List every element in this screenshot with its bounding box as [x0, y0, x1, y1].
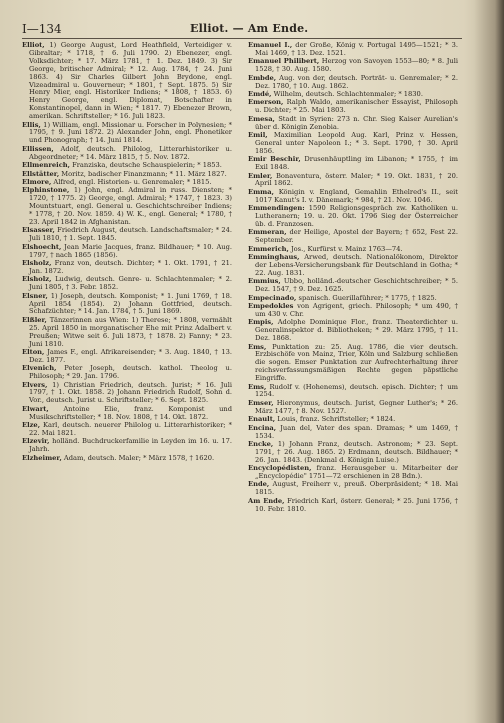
- entry-text: 1) Johann Franz, deutsch. Astronom; * 23. Sept. 1791, † 26. Aug. 1865. 2) Erdmann, deutsch. Bildhauer; * 26. Jan. 1843. (Denkmal d. Königin Luise.): [255, 439, 458, 464]
- entry-text: Jos., Kurfürst v. Mainz 1763—74.: [288, 244, 403, 253]
- entry-headword: Emdé,: [248, 89, 272, 98]
- entry-headword: Emmius,: [248, 277, 281, 286]
- entry-text: Drusenhäuptling im Libanon; * 1755, † im Exil 1848.: [255, 155, 458, 172]
- dictionary-entry: [248, 254, 458, 278]
- dictionary-entry: [22, 276, 232, 292]
- dictionary-entry: [248, 132, 458, 156]
- right-column: [248, 42, 458, 702]
- dictionary-entry: [248, 58, 458, 74]
- dictionary-entry: [248, 42, 458, 58]
- dictionary-entry: [248, 99, 458, 115]
- entry-headword: Emil,: [248, 130, 268, 139]
- dictionary-entry: [248, 400, 458, 416]
- entry-text: 1) Christian Friedrich, deutsch. Jurist; * 16. Juli 1797, † 1. Okt. 1858. 2) Johann Friedrich Rudolf, Sohn d. Vor., deutsch. Jurist u. Schriftsteller; * 6. Sept. 1825.: [29, 380, 232, 405]
- entry-headword: Elton,: [22, 347, 45, 356]
- entry-headword: Elsasser,: [22, 226, 55, 235]
- entry-text: Herzog von Savoyen 1553—80; * 8. Juli 1528, † 30. Aug. 1580.: [255, 57, 458, 74]
- entry-headword: Empedokles: [248, 302, 294, 310]
- dictionary-entry: [248, 189, 458, 205]
- entry-text: spanisch. Guerillaführer; * 1775, † 1825.: [296, 293, 437, 302]
- entry-text: Adolf, deutsch. Philolog, Litterarhistoriker u. Abgeordneter; * 14. März 1815, † 5. Nov. 1872.: [29, 144, 232, 161]
- dictionary-entry: [248, 173, 458, 189]
- dictionary-entry: [22, 406, 232, 422]
- entry-text: 1) John, engl. Admiral in russ. Diensten; * 1720, † 1775. 2) George, engl. Admiral; * 1747, † 1823. 3) Mountstuart, engl. General u. Geschichtschreiber Indiens; * 1778, † 20. Nov. 1859. 4) W. K., engl. General; * 1780, † 23. April 1842 in Afghanistan.: [29, 186, 232, 226]
- dictionary-entry: [22, 42, 232, 121]
- entry-headword: Emir Beschir,: [248, 155, 301, 164]
- dictionary-entry: [248, 205, 458, 229]
- header-rule: [22, 38, 462, 39]
- entry-headword: Emanuel Philibert,: [248, 57, 320, 66]
- entry-headword: Ellmenreich,: [22, 161, 70, 170]
- entry-headword: Ellissen,: [22, 144, 54, 153]
- entry-headword: Elßler,: [22, 315, 47, 324]
- entry-headword: Emler,: [248, 171, 273, 180]
- entry-headword: Elphinstone,: [22, 186, 70, 195]
- dictionary-entry: [22, 146, 232, 162]
- left-column: [22, 42, 232, 702]
- entry-headword: Elwart,: [22, 404, 49, 413]
- entry-text: Adam, deutsch. Maler; * März 1578, † 1620.: [61, 453, 215, 462]
- dictionary-entry: [22, 122, 232, 146]
- entry-text: 1590 Religionsgespräch zw. Katholiken u. Lutheranern; 19. u. 20. Okt. 1796 Sieg der Österreicher üb. d. Franzosen.: [255, 204, 458, 228]
- dictionary-entry: [248, 465, 458, 481]
- entry-text: Stadt in Syrien: 273 n. Chr. Sieg Kaiser Aurelian's über d. Königin Zenobia.: [255, 114, 458, 131]
- text-columns: [22, 42, 462, 702]
- entry-text: Rudolf v. (Hohenems), deutsch. episch. Dichter; † um 1254.: [255, 382, 458, 399]
- entry-headword: Elshoecht,: [22, 242, 62, 251]
- entry-text: Antoine Elie, franz. Komponist und Musikschriftsteller; * 18. Nov. 1808, † 14. Okt. 1872.: [29, 404, 232, 421]
- entry-text: der Heilige, Apostel der Bayern; † 652, Fest 22. September.: [255, 228, 458, 245]
- dictionary-entry: [248, 384, 458, 400]
- entry-text: Jean Marie Jacques, franz. Bildhauer; * 10. Aug. 1797, † nach 1865 (1856).: [29, 242, 232, 259]
- entry-headword: Encina,: [248, 423, 277, 432]
- entry-text: Hieronymus, deutsch. Jurist, Gegner Luther's; * 26. März 1477, † 8. Nov. 1527.: [255, 398, 458, 415]
- dictionary-entry: [22, 244, 232, 260]
- entry-text: Alfred, engl. Historien- u. Genremaler; * 1815.: [51, 177, 212, 186]
- entry-headword: Elsner,: [22, 291, 48, 300]
- page-edge-shadow: [474, 0, 504, 723]
- dictionary-entry: [22, 293, 232, 317]
- dictionary-entry: [248, 441, 458, 465]
- entry-headword: Embde,: [248, 73, 277, 82]
- entry-headword: Emesa,: [248, 114, 275, 123]
- running-title: Elliot. — Am Ende.: [190, 22, 309, 35]
- entry-headword: Ems,: [248, 382, 267, 391]
- entry-headword: Emminghaus,: [248, 253, 300, 262]
- dictionary-entry: [22, 349, 232, 365]
- entry-text: Adolphe Dominique Flor., franz. Theaterdichter u. Generalinspektor d. Bibliotheken; * 29. März 1795, † 11. Dez. 1868.: [255, 318, 458, 343]
- entry-headword: Empis,: [248, 318, 274, 327]
- dictionary-entry: [22, 227, 232, 243]
- entry-text: 1) George August, Lord Heathfield, Verteidiger v. Gibraltar; * 1718, † 6. Juli 1790. 2) Ebenezer, engl. Volksdichter; * 17. März 1781, † 1. Dez. 1849. 3) Sir George, britischer Admiral; * 12. Aug. 1784, † 24. Juni 1863. 4) Sir Charles Gilbert John Brydone, engl. Vizeadmiral u. Gouverneur; * 1801, † Sept. 1875. 5) Sir Henry Mier, engl. Historiker Indiens; * 1808, † 1853. 6) Henry George, engl. Diplomat, Botschafter in Konstantinopel, dann in Wien; * 1817. 7) Ebenezer Brown, amerikan. Schriftsteller; * 16. Juli 1823.: [29, 42, 232, 121]
- dictionary-entry: [248, 116, 458, 132]
- entry-text: Franziska, deutsche Schauspielerin; * 1853.: [69, 161, 222, 170]
- entry-headword: Elliot,: [22, 42, 45, 49]
- entry-text: Friedrich August, deutsch. Landschaftsmaler; * 24. Juli 1810, † 1. Sept. 1845.: [29, 226, 232, 243]
- entry-text: Punktation zu: 25. Aug. 1786, die vier deutsch. Erzbischöfe von Mainz, Trier, Köln und Salzburg schließen die sogen. Emser Punktation zur Aufrechterhaltung ihrer reichsverfassungsmäßigen Rechte gegen päpstliche Eingriffe.: [255, 342, 458, 383]
- page-number: I—134: [22, 22, 62, 36]
- entry-headword: Emmerich,: [248, 244, 289, 253]
- dictionary-entry: [248, 75, 458, 91]
- entry-text: holländ. Buchdruckerfamilie in Leyden im 16. u. 17. Jahrh.: [29, 437, 232, 454]
- entry-headword: Emanuel I.,: [248, 42, 293, 49]
- entry-text: Karl, deutsch. neuerer Philolog u. Litterarhistoriker; * 22. Mai 1821.: [29, 421, 232, 437]
- entry-headword: Elvers,: [22, 380, 48, 389]
- dictionary-entry: [22, 317, 232, 349]
- entry-headword: Ellis,: [22, 120, 41, 129]
- entry-text: Tänzerinnen aus Wien: 1) Therese; * 1808, vermählt 25. April 1850 in morganatischer Ehe mit Prinz Adalbert v. Preußen; Witwe seit 6. Juli 1873, † 1878. 2) Fanny; * 23. Juni 1810.: [29, 315, 232, 348]
- entry-headword: Enault,: [248, 415, 276, 424]
- entry-text: Aug. von der, deutsch. Porträt- u. Genremaler; * 2. Dez. 1780, † 10. Aug. 1862.: [255, 73, 458, 90]
- entry-text: franz. Herausgeber u. Mitarbeiter der „Encyclopédie" 1751—72 erschienen in 28 Bdn.).: [255, 464, 458, 481]
- entry-headword: Emerson,: [248, 98, 284, 107]
- dictionary-entry: [248, 319, 458, 343]
- entry-headword: Emma,: [248, 187, 274, 196]
- entry-headword: Elvenich,: [22, 364, 57, 373]
- dictionary-entry: [22, 365, 232, 381]
- dictionary-entry: [248, 156, 458, 172]
- entry-headword: Elmore,: [22, 177, 52, 186]
- entry-headword: Elsholz,: [22, 275, 52, 284]
- entry-text: von Agrigent, griech. Philosoph; * um 490, † um 430 v. Chr.: [255, 302, 458, 318]
- entry-text: Peter Joseph, deutsch. kathol. Theolog u. Philosoph; * 29. Jan. 1796.: [29, 364, 232, 381]
- entry-text: Ludwig, deutsch. Genre- u. Schlachtenmaler; * 2. Juni 1805, † 3. Febr. 1852.: [29, 275, 232, 292]
- entry-text: der Große, König v. Portugal 1495—1521; * 3. Mai 1469, † 13. Dez. 1521.: [255, 42, 458, 57]
- entry-headword: Encyclopédisten,: [248, 464, 312, 473]
- entry-headword: Elzheimer,: [22, 453, 62, 462]
- entry-text: Ubbo, holländ.-deutscher Geschichtschreiber; * 5. Dez. 1547, † 9. Dez. 1625.: [255, 277, 458, 294]
- entry-headword: Ellstätter,: [22, 169, 60, 178]
- dictionary-entry: [22, 455, 232, 463]
- entry-headword: Elze,: [22, 421, 41, 430]
- entry-text: 1) William, engl. Missionar u. Forscher in Polynesien; * 1795, † 9. Juni 1872. 2) Alexander John, engl. Phonetiker und Phonograph; † 14. Juni 1814.: [29, 120, 232, 145]
- dictionary-entry: [22, 438, 232, 454]
- entry-text: Franz von, deutsch. Dichter; * 1. Okt. 1791, † 21. Jan. 1872.: [29, 258, 232, 275]
- dictionary-entry: [248, 344, 458, 384]
- entry-text: Friedrich Karl, österr. General; * 25. Juni 1756, † 10. Febr. 1810.: [255, 496, 458, 513]
- entry-headword: Empecinado,: [248, 293, 297, 302]
- entry-headword: Encke,: [248, 439, 274, 448]
- entry-text: Moritz, badischer Finanzmann; * 11. März 1827.: [59, 169, 227, 178]
- entry-headword: Emmeran,: [248, 228, 287, 237]
- entry-text: Louis, franz. Schriftsteller; * 1824.: [275, 415, 396, 424]
- entry-text: James F., engl. Afrikareisender; * 3. Aug. 1840, † 13. Dez. 1877.: [29, 347, 232, 364]
- entry-text: August, Freiherr v., preuß. Oberpräsident; * 18. Mai 1815.: [255, 480, 458, 497]
- dictionary-entry: [248, 425, 458, 441]
- entry-headword: Elsholz,: [22, 258, 52, 267]
- entry-text: Königin v. England, Gemahlin Ethelred's II., seit 1017 Kanut's I. v. Dänemark; * 984, † 21. Nov. 1046.: [255, 187, 458, 204]
- dictionary-entry: [22, 422, 232, 438]
- dictionary-entry: [248, 481, 458, 497]
- entry-text: Arwed, deutsch. Nationalökonom, Direktor der Lebens-Versicherungsbank für Deutschland in Gotha; * 22. Aug. 1831.: [255, 253, 458, 277]
- entry-headword: Elzevir,: [22, 437, 50, 446]
- dictionary-entry: [22, 260, 232, 276]
- entry-text: Wilhelm, deutsch. Schlachtenmaler; * 1830.: [271, 89, 423, 98]
- dictionary-entry: [248, 303, 458, 319]
- page-header: [22, 22, 462, 38]
- entry-text: Juan del, Vater des span. Dramas; * um 1469, † 1534.: [255, 423, 458, 440]
- entry-text: Ralph Waldo, amerikanischer Essayist, Philosoph u. Dichter; * 25. Mai 1803.: [255, 98, 458, 115]
- dictionary-entry: [248, 278, 458, 294]
- dictionary-entry: [22, 382, 232, 406]
- dictionary-entry: [248, 498, 458, 514]
- entry-text: Bonaventura, österr. Maler; * 19. Okt. 1831, † 20. April 1862.: [255, 171, 458, 188]
- entry-headword: Ems,: [248, 342, 267, 351]
- entry-headword: Ende,: [248, 480, 270, 489]
- entry-text: Maximilian Leopold Aug. Karl, Prinz v. Hessen, General unter Napoleon I.; * 3. Sept. 1790, † 30. April 1856.: [255, 130, 458, 155]
- dictionary-entry: [248, 229, 458, 245]
- entry-headword: Emmendingen:: [248, 204, 305, 213]
- entry-headword: Emser,: [248, 398, 274, 407]
- entry-text: 1) Joseph, deutsch. Komponist; * 1. Juni 1769, † 18. April 1854 (1854). 2) Johann Gottfried, deutsch. Schafzüchter; * 14. Jan. 1784, † 5. Juni 1869.: [29, 291, 232, 316]
- dictionary-entry: [22, 187, 232, 227]
- entry-headword: Am Ende,: [248, 496, 285, 505]
